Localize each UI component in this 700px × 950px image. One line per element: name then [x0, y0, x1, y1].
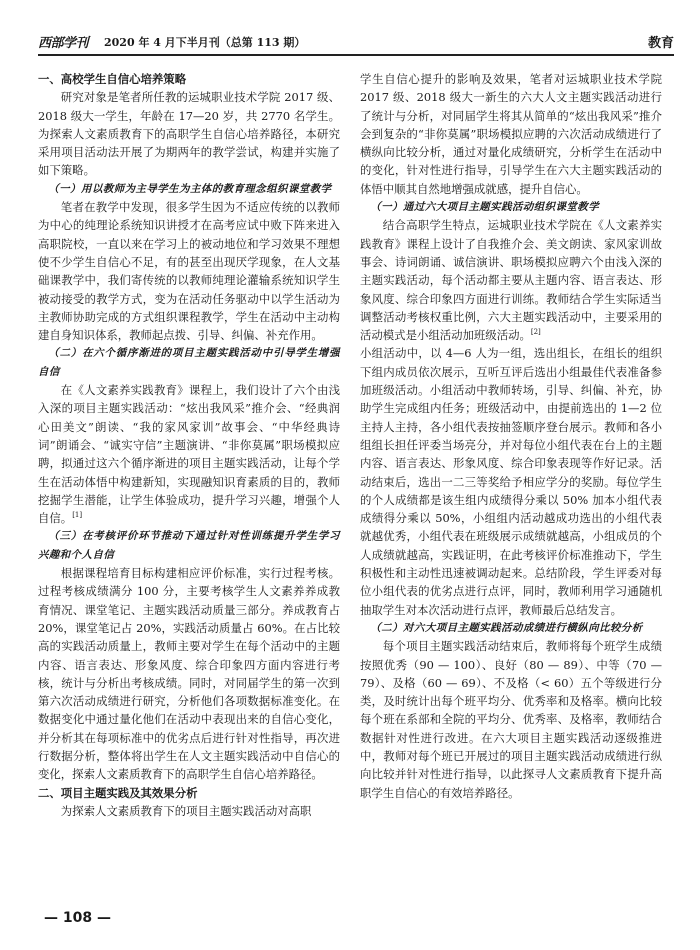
paragraph: 每个项目主题实践活动结束后，教师将每个班学生成绩按照优秀（90 — 100）、良好（80 — 89）、中等（70 — 79）、及格（60 — 69）、不及格（< 60）五个等级进行分类，及时统计出每个班平均分、优秀率和及格率。横向比较每个班在系部和全院的平均分、优秀率、及格率，教师结合数据针对性进行改进。在六大项目主题实践活动逐级推进中，教师对每个班已开展过的项目主题实践活动成绩进行纵向比较并针对性进行指导，以此探寻人文素质教育下提升高职学生自信心的有效培养路径。 — [360, 639, 662, 800]
subsection-heading: （二）在六个循序渐进的项目主题实践活动中引导学生增强自信 — [38, 347, 340, 378]
paragraph: 笔者在教学中发现，很多学生因为不适应传统的以教师为中心的纯理论系统知识讲授才在高考应试中败下阵来进入高职院校，一直以来在学习上的被动地位和学习效果不理想使不少学生自信心不足，有的甚至出现厌学现象，在人文基础课教学中，我们寄传统的以教师纯理论灌输系统知识学生被动接受的教学方式，变为在活动任务驱动中以学生活动为主教师协助完成的方式组织课程教学，学生在活动中主动构建自身知识体系，教师起点拨、引导、纠偏、补充作用。 — [38, 200, 340, 343]
issue-info: 2020 年 4 月下半月刊（总第 113 期） — [104, 36, 306, 49]
citation-mark: [2] — [530, 328, 541, 337]
page-number: — 108 — — [44, 910, 111, 926]
section-heading: 二、项目主题实践及其效果分析 — [38, 785, 198, 800]
journal-name: 西部学刊 — [38, 36, 89, 51]
left-column — [38, 70, 340, 820]
paragraph: 在《人文素养实践教育》课程上，我们设计了六个由浅入深的项目主题实践活动：“炫出我风采”推介会、“经典润心田美文”朗读、“我的家风家训”故事会、“中华经典诗词”朗诵会、“诚实守信”主题演讲、“非你莫属”职场模拟应聘，拟通过这六个循序渐进的项目主题实践活动，让每个学生在活动体悟中构建新知，实现融知识育素质的目的，教师挖掘学生潜能，让学生体验成功，提升学习兴趣，增强个人自信。[1] — [38, 383, 340, 526]
subsection-heading: （一）通过六大项目主题实践活动组织课堂教学 — [370, 201, 600, 214]
right-column — [360, 70, 662, 802]
paragraph: 根据课程培育目标构建相应评价标准，实行过程考核。过程考核成绩满分 100 分，主要考核学生人文素养养成教育情况、课堂笔记、主题实践活动质量三部分。养成教育占 20%，课堂笔记占 20%，实践活动质量占 60%。在占比较高的实践活动质量上，教师主要对学生在每个活动中的主题内容、语言表达、形象风度、综合印象四方面内容进行考核，统计与分析出考核成绩。同时，对同届学生的第一次到第六次活动成绩进行研究，分析他们各项数据标准变化。在数据变化中通过量化他们在活动中表现出来的自信心变化，并分析其在每项标准中的优劣点后进行针对性指导，再次进行数据分析，整体将出学生在人文主题实践活动中自信心的变化，探索人文素质教育下的高职学生自信心培养路径。 — [38, 566, 340, 782]
paragraph: 为探索人文素质教育下的项目主题实践活动对高职 — [60, 803, 312, 818]
subsection-heading: （一）用以教师为主导学生为主体的教育理念组织课堂教学 — [48, 182, 332, 195]
citation-mark: [1] — [72, 511, 83, 520]
section-heading: 一、高校学生自信心培养策略 — [38, 72, 187, 86]
header-rule — [38, 54, 674, 56]
subsection-heading: （三）在考核评价环节推动下通过针对性训练提升学生学习兴趣和个人自信 — [38, 530, 340, 561]
section-name: 教育 — [647, 36, 674, 51]
page-header — [38, 30, 674, 52]
paragraph: 小组活动中，以 4—6 人为一组，选出组长，在组长的组织下组内成员依次展示，互听互评后选出小组最佳代表准备参加班级活动。小组活动中教师转场，引导、纠偏、补充，协助学生完成组内任务；班级活动中，由提前选出的 1—2 位主持人主持，各小组代表按抽签顺序登台展示。教师和各小组组长担任评委当场亮分，并对每位小组代表在台上的主题内容、语言表达、形象风度、综合印象表现等作好记录。活动结束后，选出一二三等奖给予相应学分的奖励。每位学生的个人成绩都是该生组内成绩得分乘以 50% 加本小组代表成绩得分乘以 50%，小组组内活动越成功选出的小组代表就越优秀，小组代表在班级展示成绩就越高，小组成员的个人成绩就越高，实践证明，在此考核评价标准推动下，学生积极性和主动性迅速被调动起来。总结阶段，学生评委对每位小组代表的优劣点进行点评，同时，教师利用学习通随机抽取学生对本次活动进行点评，教师最后总结发言。 — [360, 346, 662, 617]
paragraph: 学生自信心提升的影响及效果，笔者对运城职业技术学院 2017 级、2018 级大一新生的六大人文主题实践活动进行了统计与分析，对同届学生将其从简单的“炫出我风采”推介会到复杂的“非你莫属”职场模拟应聘的六次活动成绩进行了横纵向比较分析，通过对量化成绩研究，分析学生在活动中的变化，针对性进行指导，引导学生在六大主题实践活动的体悟中顺其自然地增强成就感，提升自信心。 — [360, 72, 662, 196]
paragraph: 结合高职学生特点，运城职业技术学院在《人文素养实践教育》课程上设计了自我推介会、美文朗读、家风家训故事会、诗词朗诵、诚信演讲、职场模拟应聘六个由浅入深的主题实践活动，每个活动都主要从主题内容、语言表达、形象风度、综合印象四方面进行训练。教师结合学生实际适当调整活动考核权重比例，六大主题实践活动中，主要采用的活动模式是小组活动加班级活动。[2] — [360, 218, 662, 343]
paragraph: 研究对象是笔者所任教的运城职业技术学院 2017 级、2018 级大一学生，年龄在 17—20 岁，共 2770 名学生。为探索人文素质教育下的高职学生自信心培养路径，本研究采用项目活动法开展了为期两年的教学尝试，构建并实施了如下策略。 — [38, 90, 340, 178]
subsection-heading: （二）对六大项目主题实践活动成绩进行横纵向比较分析 — [370, 621, 643, 634]
